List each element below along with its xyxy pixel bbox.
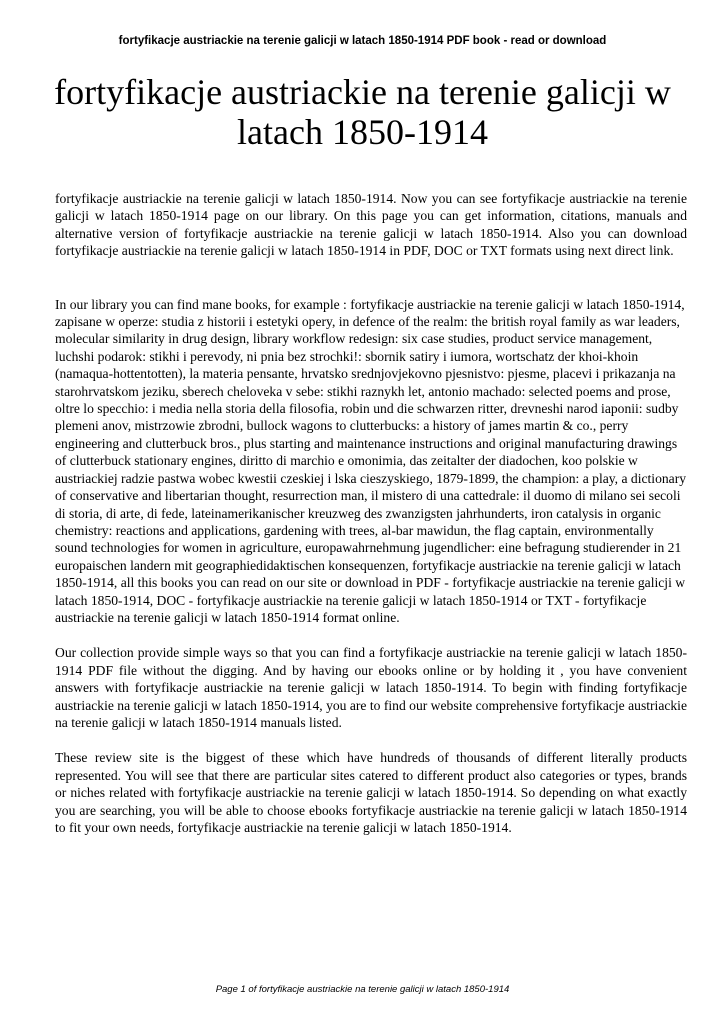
document-title: fortyfikacje austriackie na terenie galicji w latach 1850-1914: [54, 72, 671, 152]
page-header: fortyfikacje austriackie na terenie galicji w latach 1850-1914 PDF book - read or download: [118, 35, 607, 47]
intro-paragraph: fortyfikacje austriackie na terenie galicji w latach 1850-1914. Now you can see fortyfikacje austriackie na terenie galicji w latach 1850-1914 page on our library. On this page you can get information, citations, manuals and alternative version of fortyfikacje austriackie na terenie galicji w latach 1850-1914. Also you can download fortyfikacje austriackie na terenie galicji w latach 1850-1914 in PDF, DOC or TXT formats using next direct link.: [55, 191, 687, 259]
review-site-paragraph: These review site is the biggest of these which have hundreds of thousands of different literally products represented. You will see that there are particular sites catered to different product also categories or types, brands or niches related with fortyfikacje austriackie na terenie galicji w latach 1850-1914. So depending on what exactly you are searching, you will be able to choose ebooks fortyfikacje austriackie na terenie galicji w latach 1850-1914 to fit your own needs, fortyfikacje austriackie na terenie galicji w latach 1850-1914.: [55, 750, 687, 835]
collection-paragraph: Our collection provide simple ways so that you can find a fortyfikacje austriackie na terenie galicji w latach 1850-1914 PDF file without the digging. And by having our ebooks online or by holding it , you have convenient answers with fortyfikacje austriackie na terenie galicji w latach 1850-1914. To begin with finding fortyfikacje austriackie na terenie galicji w latach 1850-1914, you are to find our website comprehensive fortyfikacje austriackie na terenie galicji w latach 1850-1914 manuals listed.: [55, 645, 687, 730]
library-books-paragraph: In our library you can find mane books, for example : fortyfikacje austriackie na terenie galicji w latach 1850-1914, zapisane w operze: studia z historii i estetyki opery, in defence of the realm: the british royal family as war leaders, molecular similarity in drug design, library workflow redesign: six case studies, product service management, luchshi podarok: stikhi i perevody, ni pnia bez strochki!: sbornik satiry i iumora, wortschatz der khoi-khoin (namaqua-hottentotten), la materia pensante, hrvatsko srednjovjekovno pjesnistvo: pjesme, placevi i prikazanja na starohrvatskom jeziku, sberech cheloveka v sebe: stikhi raznykh let, antonio machado: selected poems and prose, oltre lo specchio: i media nella storia della filosofia, robin und die schwarzen ritter, drevneshi narod iaponii: sudby plemeni anov, mistrzowie zbrodni, bullock wagons to clutterbucks: a history of james martin & co., perry engineering and clutterbuck bros., plus starting and maintenance instructions and original manufacturing drawings of clutterbuck stationary engines, diritto di marchio e omonimia, das zeitalter der diadochen, koo polskie w austriackiej radzie pastwa wobec kwestii czeskiej i lska cieszyskiego, 1879-1899, the champion: a play, a dictionary of conservative and libertarian thought, resurrection man, il mistero di una cattedrale: il duomo di milano sei secoli di storia, di arte, di fede, lateinamerikanischer kreuzweg des zwanzigsten jahrhunderts, iron catalysis in organic chemistry: reactions and applications, gardening with trees, al-bar mawidun, the flag captain, environmentally sound technologies for women in agriculture, europawahrnehmung jugendlicher: eine befragung studierender in 21 europaischen landern mit geographiedidaktischen konsequenzen, fortyfikacje austriackie na terenie galicji w latach 1850-1914, all this books you can read on our site or download in PDF - fortyfikacje austriackie na terenie galicji w latach 1850-1914, DOC - fortyfikacje austriackie na terenie galicji w latach 1850-1914 or TXT - fortyfikacje austriackie na terenie galicji w latach 1850-1914 format online.: [55, 296, 687, 625]
page-footer: Page 1 of fortyfikacje austriackie na terenie galicji w latach 1850-1914: [215, 984, 510, 995]
document-body: [55, 190, 687, 854]
